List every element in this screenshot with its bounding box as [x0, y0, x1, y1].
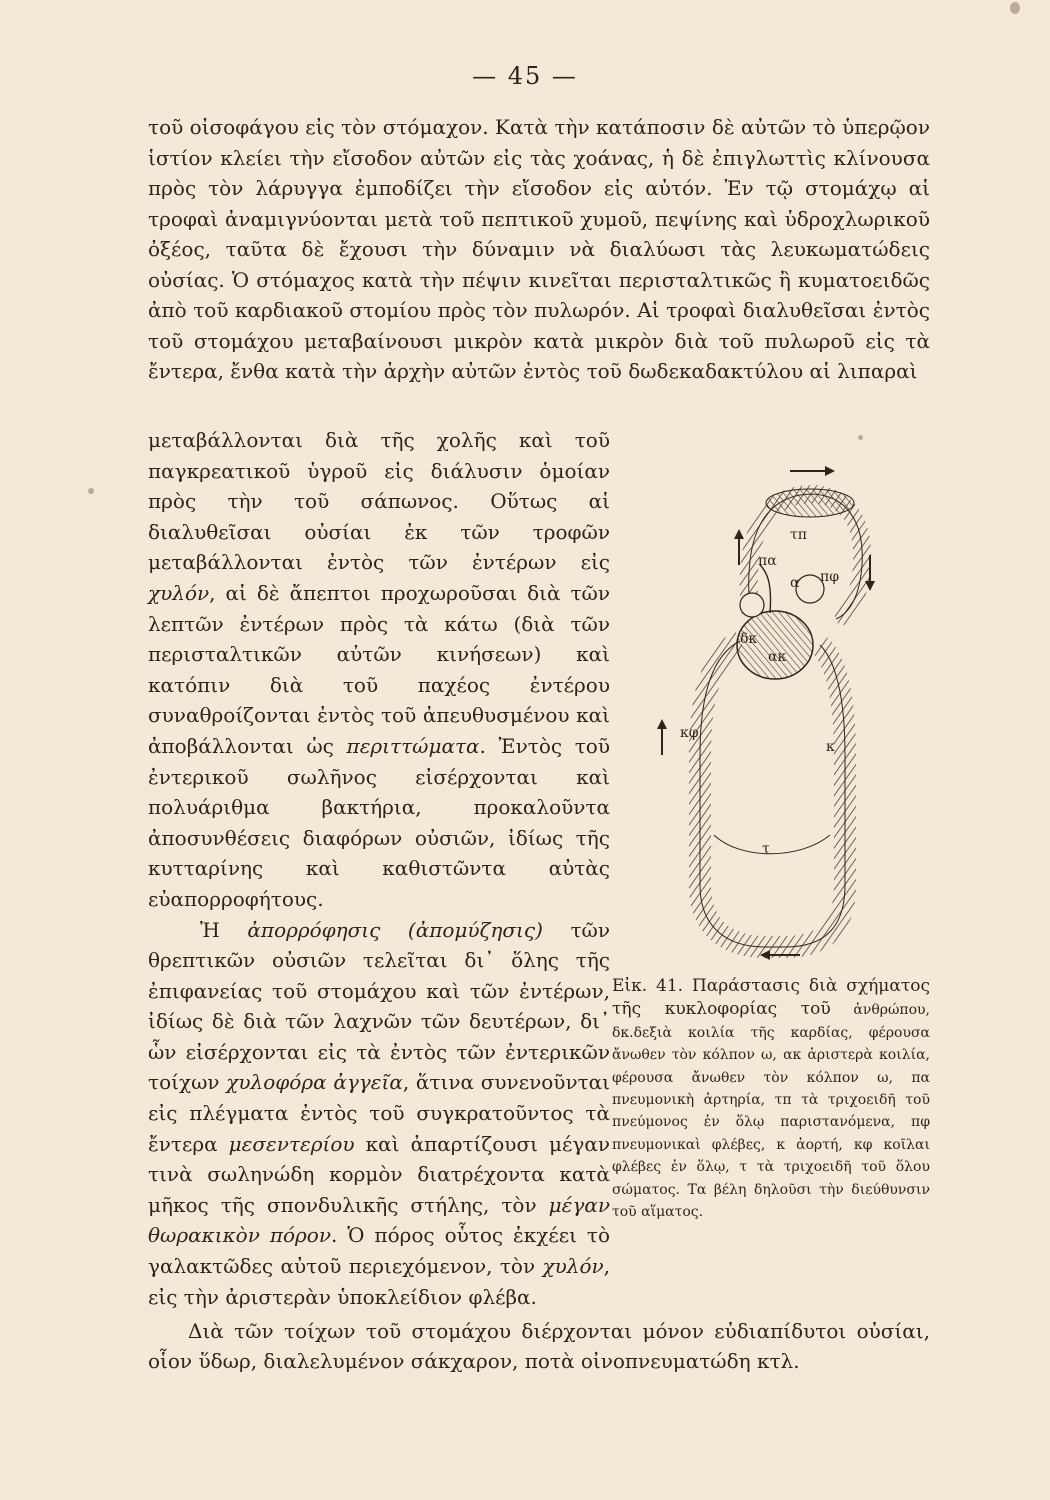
label-ak: ακ [768, 649, 787, 665]
term-mesenteriou: μεσεντερίου [228, 1131, 355, 1156]
arrow-right-icon [790, 466, 835, 476]
term-chylos: χυλόν [148, 580, 210, 605]
intro-paragraph: τοῦ οἰσοφάγου εἰς τὸν στόμαχον. Κατὰ τὴν κατάποσιν δὲ αὐτῶν τὸ ὑπερῷον ἱστίον κλείει τὴν εἴσοδον αὐτῶν εἰς τὰς χοάνας, ἡ δὲ ἐπιγλωττὶς κλίνουσα πρὸς τὸν λάρυγγα ἐμποδίζει τὴν εἴσοδον εἰς αὐτόν. Ἐν τῷ στομάχῳ αἱ τροφαὶ ἀναμιγνύονται μετὰ τοῦ πεπτικοῦ χυμοῦ, πεψίνης καὶ ὑδροχλωρικοῦ ὀξέος, ταῦτα δὲ ἔχουσι τὴν δύναμιν νὰ διαλύωσι τὰς λευκωματώδεις οὐσίας. Ὁ στόμαχος κατὰ τὴν πέψιν κινεῖται περισταλτικῶς ἢ κυματοειδῶς ἀπὸ τοῦ καρδιακοῦ στομίου πρὸς τὸν πυλωρόν. Αἱ τροφαὶ διαλυθεῖσαι ἐντὸς τοῦ στομάχου μεταβαίνουσι μικρὸν κατὰ μικρὸν διὰ τοῦ πυλωροῦ εἰς τὰ ἔντερα, ἔνθα κατὰ τὴν ἀρχὴν αὐτῶν ἐντὸς τοῦ δωδεκαδακτύλου αἱ λιπαραὶ [148, 115, 930, 383]
label-pa: πα [758, 553, 777, 569]
term-chylon: χυλόν [542, 1254, 604, 1279]
term-thoracic-duct: μέγαν θωρακικὸν πόρον [148, 1192, 610, 1248]
paragraph-absorption: Ἡ ἀπορρόφησις (ἀπομύζησις) τῶν θρεπτικῶν οὐσιῶν τελεῖται δι᾽ ὅλης τῆς ἐπιφανείας τοῦ στομάχου καὶ τῶν ἐντέρων, ἰδίως δὲ διὰ τῶν λαχνῶν τῶν δευτέρων, δι᾽ ὧν εἰσέρχονται εἰς τὰ ἐντὸς τῶν ἐντερικῶν τοίχων χυλοφόρα ἀγγεῖα, ἅτινα συνενοῦνται εἰς πλέγματα ἐντὸς τοῦ συγκρατοῦντος τὰ ἔντερα μεσεντερίου καὶ ἀπαρτίζουσι μέγαν τινὰ σωληνώδη κορμὸν διατρέχοντα κατὰ μῆκος τῆς σπονδυλικῆς στήλης, τὸν μέγαν θωρακικὸν πόρον. Ὁ πόρος οὗτος ἐκχέει τὸ γαλακτῶδες αὐτοῦ περιεχόμενον, τὸν χυλόν, εἰς τὴν ἀριστερὰν ὑποκλείδιον φλέβα. [148, 917, 611, 1309]
circulation-figure [640, 455, 930, 965]
ink-spot [88, 488, 94, 494]
ink-spot [1010, 2, 1020, 14]
label-pf: πφ [820, 569, 840, 585]
arrow-up-icon [657, 719, 667, 755]
term-perittomata: περιττώματα [346, 733, 480, 758]
systemic-circuit [700, 641, 845, 947]
term-chylofora: χυλοφόρα ἀγγεῖα [226, 1070, 403, 1095]
label-k: κ [826, 739, 835, 755]
ink-spot [858, 435, 863, 440]
label-a: α [790, 575, 800, 591]
label-tp: τπ [790, 527, 807, 543]
label-kf: κφ [680, 725, 699, 741]
label-t: τ [762, 841, 770, 857]
paragraph-digestion: μεταβάλλονται διὰ τῆς χολῆς καὶ τοῦ παγκρεατικοῦ ὑγροῦ εἰς διάλυσιν ὁμοίαν πρὸς τὴν τοῦ σάπωνος. Οὕτως αἱ διαλυθεῖσαι οὐσίαι ἐκ τῶν τροφῶν μεταβάλλονται ἐντὸς τῶν ἐντέρων εἰς χυλόν, αἱ δὲ ἄπεπτοι προχωροῦσαι διὰ τῶν λεπτῶν ἐντέρων πρὸς τὰ κάτω (διὰ τῶν περισταλτικῶν αὐτῶν κινήσεων) καὶ κατόπιν διὰ τοῦ παχέος ἐντέρου συναθροίζονται ἐντὸς τοῦ ἀπευθυσμένου καὶ ἀποβάλλονται ὡς περιττώματα. Ἐντὸς τοῦ ἐντερικοῦ σωλῆνος εἰσέρχονται καὶ πολυάριθμα βακτήρια, προκαλοῦντα ἀποσυνθέσεις διαφόρων οὐσιῶν, ἰδίως τῆς κυτταρίνης καὶ καθιστῶντα αὐτὰς εὐαπορροφήτους. [148, 428, 610, 911]
caption-body: ἀνθρώπου, δκ.δεξιὰ κοιλία τῆς καρδίας, φέρουσα ἄνωθεν τὸν κόλπον ω, ακ ἀριστερὰ κοιλία, φέρουσα ἄνωθεν τὸν κόλπον ω, πα πνευμονικὴ ἀρτηρία, τπ τὰ τριχοειδῆ τοῦ πνεύμονος ἐν ὅλῳ παριστανόμενα, πφ πνευμονικαὶ φλέβες, κ ἀορτή, κφ κοῖλαι φλέβες ἐν ὅλῳ, τ τὰ τριχοειδῆ τοῦ ὅλου σώματος. Τα βέλη δηλοῦσι τὴν διεύθυνσιν τοῦ αἵματος. [612, 1002, 930, 1221]
label-dk: δκ [740, 631, 758, 647]
term-aporrofisis: ἀπορρόφησις (ἀπομύζησις) [247, 917, 543, 942]
left-column [148, 425, 610, 1312]
caption-lead: Εἰκ. 41. Παράστασις διὰ σχήματος τῆς κυκλοφορίας τοῦ [612, 976, 930, 1020]
figure-caption [612, 975, 930, 1223]
closing-paragraph: Διὰ τῶν τοίχων τοῦ στομάχου διέρχονται μόνον εὐδιαπίδυτοι οὐσίαι, οἷον ὕδωρ, διαλελυμένον σάκχαρον, ποτὰ οἰνοπνευματώδη κτλ. [148, 1319, 930, 1373]
page-number: — 45 — [472, 62, 578, 90]
